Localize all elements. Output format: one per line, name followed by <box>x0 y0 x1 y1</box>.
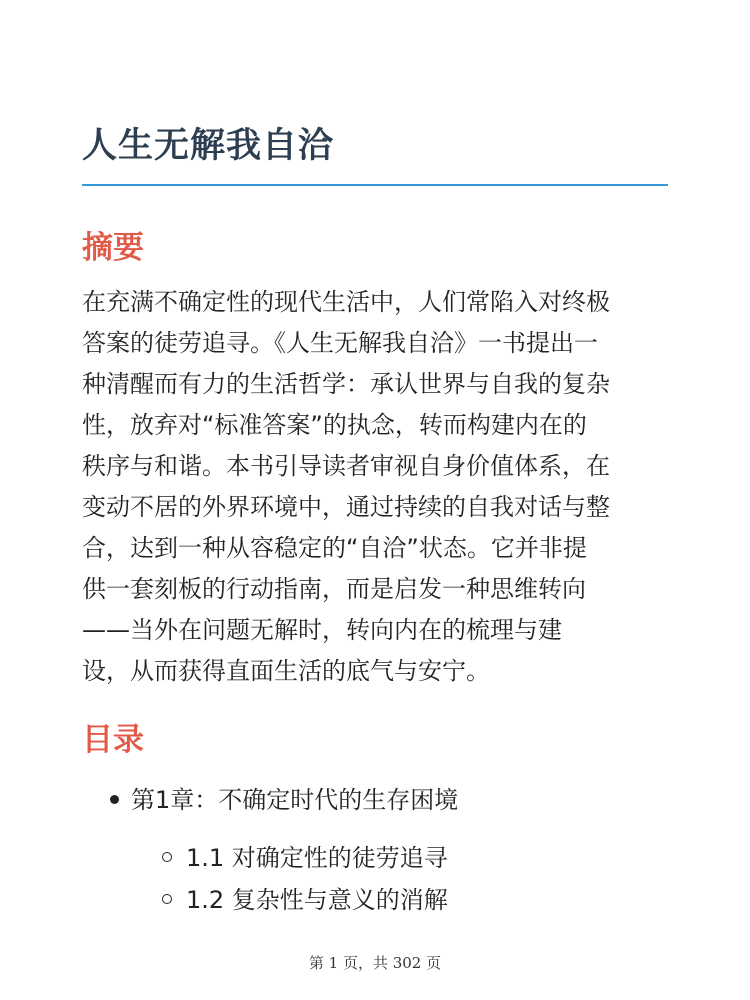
bullet-circle-icon <box>162 852 172 862</box>
page-number-footer: 第 1 页，共 302 页 <box>308 954 442 972</box>
toc-section-item[interactable] <box>162 838 448 873</box>
bullet-dot-icon <box>110 795 119 804</box>
toc-chapter-item[interactable] <box>110 780 458 815</box>
abstract-line: 合，达到一种从容稳定的“自洽”状态。它并非提 <box>82 534 587 562</box>
toc-heading: 目录 <box>82 722 144 758</box>
abstract-line: 设，从而获得直面生活的底气与安宁。 <box>82 657 490 685</box>
toc-section-item[interactable] <box>162 880 448 915</box>
title-divider <box>82 184 668 186</box>
toc-section-label: 1.1 对确定性的徒劳追寻 <box>186 844 448 872</box>
abstract-line: 在充满不确定性的现代生活中，人们常陷入对终极 <box>82 288 610 316</box>
abstract-body <box>82 282 672 692</box>
abstract-line: ——当外在问题无解时，转向内在的梳理与建 <box>82 616 562 644</box>
document-title: 人生无解我自洽 <box>82 126 335 166</box>
abstract-line: 性，放弃对“标准答案”的执念，转而构建内在的 <box>82 411 587 439</box>
bullet-circle-icon <box>162 894 172 904</box>
abstract-line: 秩序与和谐。本书引导读者审视自身价值体系，在 <box>82 452 610 480</box>
abstract-line: 种清醒而有力的生活哲学：承认世界与自我的复杂 <box>82 370 610 398</box>
toc-chapter-label: 第1章：不确定时代的生存困境 <box>131 786 459 814</box>
abstract-line: 答案的徒劳追寻。《人生无解我自洽》一书提出一 <box>82 329 598 357</box>
toc-section-label: 1.2 复杂性与意义的消解 <box>186 886 448 914</box>
abstract-heading: 摘要 <box>82 230 144 266</box>
abstract-line: 供一套刻板的行动指南，而是启发一种思维转向 <box>82 575 586 603</box>
abstract-line: 变动不居的外界环境中，通过持续的自我对话与整 <box>82 493 610 521</box>
